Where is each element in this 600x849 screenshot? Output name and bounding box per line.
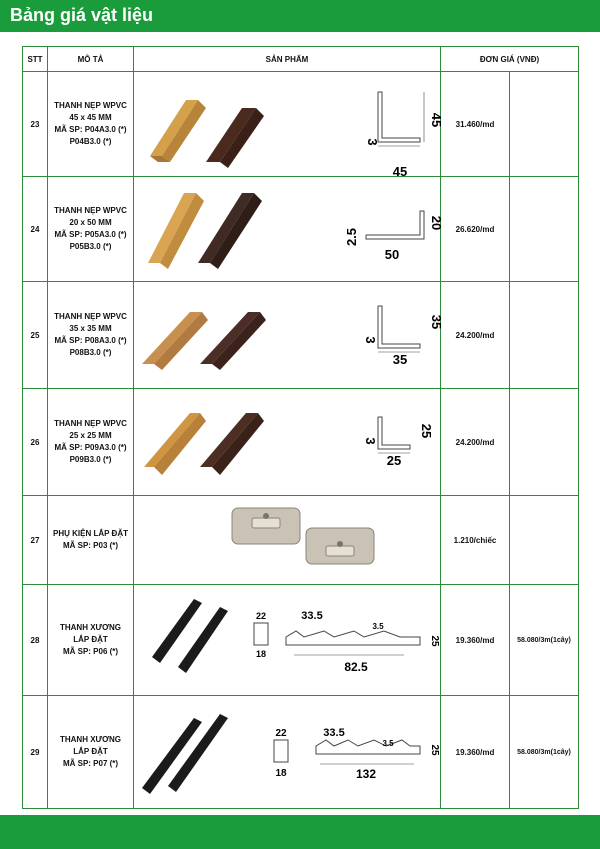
product-illustration	[134, 389, 441, 495]
product-code: MÃ SP: P06 (*)	[62, 647, 119, 656]
angle-profile-diagram	[378, 306, 420, 352]
unit-price: 19.360/md	[441, 696, 510, 809]
product-code: MÃ SP: P05A3.0 (*)	[54, 230, 127, 239]
row-description	[48, 72, 134, 177]
dim-width: 50	[384, 247, 400, 262]
header-product: SẢN PHẨM	[134, 47, 441, 72]
dark-trim-image	[200, 413, 264, 475]
product-image-cell	[134, 282, 444, 389]
product-code-alt: P04B3.0 (*)	[69, 137, 112, 146]
product-image-cell	[134, 496, 441, 585]
product-name: PHỤ KIỆN LẮP ĐẶT	[53, 529, 128, 538]
product-illustration	[134, 177, 444, 281]
light-trim-image	[142, 312, 208, 370]
product-image-cell	[134, 177, 444, 282]
dim-width: 25	[386, 453, 402, 468]
dark-trim-image	[206, 108, 264, 168]
product-code: MÃ SP: P08A3.0 (*)	[54, 336, 127, 345]
footer-bar	[0, 815, 600, 849]
product-illustration	[134, 282, 444, 388]
row-stt: 23	[23, 72, 48, 177]
header-description: MÔ TẢ	[48, 47, 134, 72]
product-size: 45 x 45 MM	[69, 113, 112, 122]
angle-profile-diagram	[366, 211, 424, 239]
joist-image	[142, 714, 228, 794]
light-trim-image	[150, 100, 206, 162]
product-size: 35 x 35 MM	[69, 324, 112, 333]
product-image-cell	[134, 72, 444, 179]
joist-section-diagram	[274, 740, 420, 764]
dim-length: 82.5	[344, 660, 368, 674]
product-illustration	[134, 72, 444, 179]
light-trim-image	[148, 193, 204, 269]
row-description	[48, 282, 134, 389]
dim-width: 45	[392, 164, 408, 179]
bar-price: 58.080/3m(1cây)	[510, 585, 579, 696]
dim-height: 20	[429, 215, 444, 231]
dim-top-segment: 33.5	[301, 610, 323, 622]
dim-thickness: 2.5	[344, 227, 359, 247]
dim-length: 132	[355, 767, 377, 781]
angle-profile-diagram	[378, 92, 424, 146]
bar-price	[510, 282, 579, 389]
table-row	[23, 696, 579, 809]
unit-price: 24.200/md	[441, 389, 510, 496]
product-code: MÃ SP: P03 (*)	[62, 541, 119, 550]
dim-height: 25	[429, 744, 440, 756]
table-row	[23, 72, 579, 177]
row-description	[48, 585, 134, 696]
table-row	[23, 282, 579, 389]
bar-price	[510, 389, 579, 496]
product-code: MÃ SP: P09A3.0 (*)	[54, 443, 127, 452]
dim-thickness: 3	[363, 336, 378, 344]
product-size: 20 x 50 MM	[69, 218, 112, 227]
table-row	[23, 177, 579, 282]
dim-height: 25	[419, 423, 434, 439]
angle-profile-diagram	[378, 417, 410, 453]
dim-height: 45	[429, 112, 444, 128]
dim-top-width: 22	[255, 611, 267, 621]
dim-step: 3.5	[382, 739, 394, 748]
product-size: 25 x 25 MM	[69, 431, 112, 440]
light-trim-image	[144, 413, 206, 475]
bar-price	[510, 177, 579, 282]
row-stt: 28	[23, 585, 48, 696]
bar-price	[510, 496, 579, 585]
row-stt: 29	[23, 696, 48, 809]
dim-height: 35	[429, 314, 444, 330]
dim-top-segment: 33.5	[323, 727, 345, 739]
row-description	[48, 496, 134, 585]
table-header-row	[23, 47, 579, 72]
dim-width: 35	[392, 352, 408, 367]
dim-thickness: 3	[363, 437, 378, 445]
dim-thickness: 3	[365, 138, 380, 146]
product-image-cell	[134, 585, 441, 696]
bar-price: 58.080/3m(1cây)	[510, 696, 579, 809]
clip-image	[306, 528, 374, 564]
header-unit-price: ĐƠN GIÁ (VNĐ)	[441, 47, 579, 72]
product-illustration	[134, 585, 441, 695]
row-stt: 26	[23, 389, 48, 496]
product-name: THANH XƯƠNG	[59, 623, 121, 632]
table-row	[23, 496, 579, 585]
unit-price: 31.460/md	[441, 72, 510, 177]
dark-trim-image	[198, 193, 262, 269]
product-name: THANH NẸP WPVC	[54, 101, 127, 110]
product-size: LẮP ĐẶT	[73, 747, 108, 756]
product-illustration	[134, 696, 441, 808]
row-stt: 27	[23, 496, 48, 585]
header-stt: STT	[23, 47, 48, 72]
unit-price: 1.210/chiếc	[441, 496, 510, 585]
dim-bottom-width: 18	[255, 649, 267, 659]
product-code: MÃ SP: P04A3.0 (*)	[54, 125, 127, 134]
dim-height: 25	[429, 635, 440, 647]
product-code-alt: P05B3.0 (*)	[69, 242, 112, 251]
product-image-cell	[134, 389, 441, 496]
dim-step: 3.5	[372, 622, 384, 631]
row-description	[48, 177, 134, 282]
header-bar	[0, 0, 600, 32]
dark-trim-image	[200, 312, 266, 370]
bar-price	[510, 72, 579, 177]
product-name: THANH NẸP WPVC	[54, 312, 127, 321]
joist-section-diagram	[254, 623, 420, 655]
joist-image	[152, 599, 228, 673]
unit-price: 26.620/md	[441, 177, 510, 282]
row-description	[48, 389, 134, 496]
product-code-alt: P09B3.0 (*)	[69, 455, 112, 464]
unit-price: 19.360/md	[441, 585, 510, 696]
price-table	[22, 46, 579, 809]
table-row	[23, 585, 579, 696]
product-name: THANH NẸP WPVC	[54, 419, 127, 428]
row-stt: 25	[23, 282, 48, 389]
unit-price: 24.200/md	[441, 282, 510, 389]
product-size: LẮP ĐẶT	[73, 635, 108, 644]
clip-image	[232, 508, 300, 544]
product-image-cell	[134, 696, 441, 809]
product-code: MÃ SP: P07 (*)	[62, 759, 119, 768]
product-name: THANH XƯƠNG	[59, 735, 121, 744]
page-title: Bảng giá vật liệu	[10, 5, 154, 25]
dim-bottom-width: 18	[275, 768, 287, 779]
dim-top-width: 22	[275, 728, 287, 739]
product-code-alt: P08B3.0 (*)	[69, 348, 112, 357]
row-stt: 24	[23, 177, 48, 282]
table-row	[23, 389, 579, 496]
row-description	[48, 696, 134, 809]
product-illustration	[134, 496, 441, 584]
product-name: THANH NẸP WPVC	[54, 206, 127, 215]
